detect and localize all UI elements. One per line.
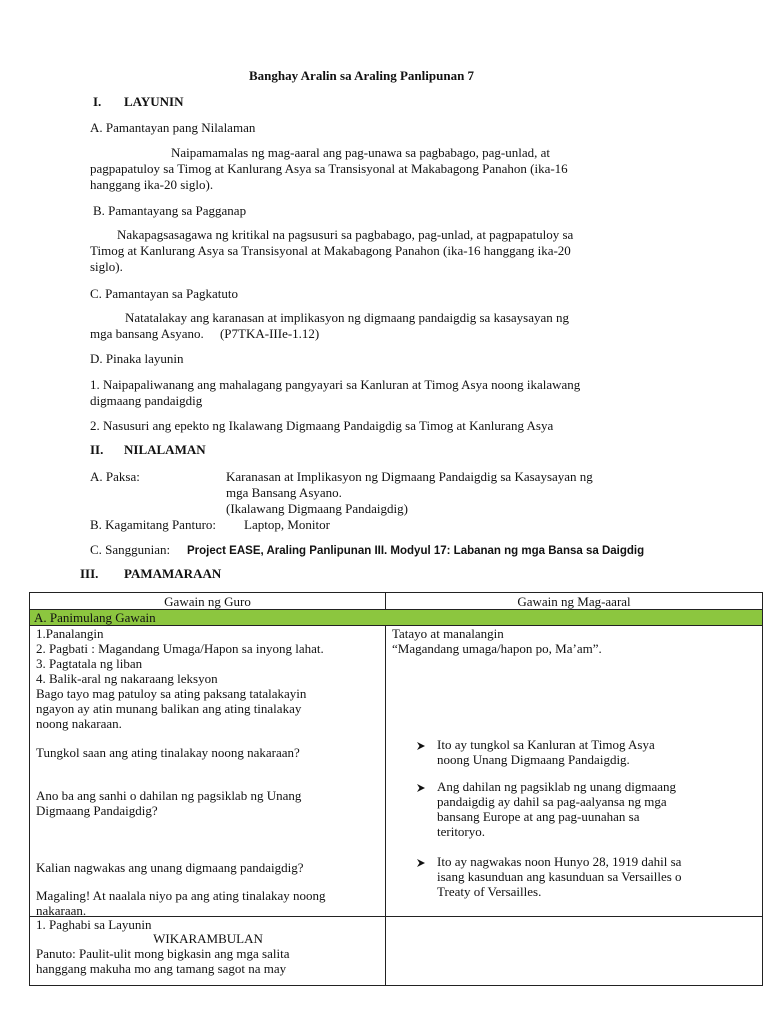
teacher-line: noong nakaraan. — [36, 716, 122, 731]
arrow-bullet-icon — [416, 739, 426, 754]
teacher-closing-line-2: nakaraan. — [36, 903, 87, 918]
learning-competency-label: C. Pamantayan sa Pagkatuto — [90, 286, 239, 301]
student-answer-2-line-1: Ang dahilan ng pagsiklab ng unang digmaang — [437, 779, 677, 794]
table-row — [30, 626, 763, 917]
section-a-label: A. Panimulang Gawain — [30, 610, 763, 626]
teacher-activity-cell — [30, 626, 386, 917]
performance-standard-line-3: siglo). — [90, 259, 123, 274]
teacher-question-2-line-1: Ano ba ang sanhi o dahilan ng pagsiklab ng Unang — [36, 788, 302, 803]
student-answer-3-line-1: Ito ay nagwakas noon Hunyo 28, 1919 dahil sa — [437, 854, 682, 869]
student-answer-2-line-4: teritoryo. — [437, 824, 486, 839]
content-standard-line-2: pagpapatuloy sa Timog at Kanlurang Asya sa Transisyonal at Makabagong Panahon (ika-16 — [90, 161, 568, 176]
materials-label: B. Kagamitang Panturo: — [90, 517, 217, 532]
student-answer-3-line-2: isang kasunduan ang kasunduan sa Versailles o — [437, 869, 682, 884]
teacher-activity-cell — [30, 917, 386, 986]
teacher-column-header: Gawain ng Guro — [30, 593, 386, 610]
section-2-heading: NILALAMAN — [124, 442, 206, 457]
materials-value: Laptop, Monitor — [244, 517, 330, 532]
procedure-table — [29, 592, 763, 986]
student-answer-3-line-3: Treaty of Versailles. — [437, 884, 542, 899]
section-1-heading: LAYUNIN — [124, 94, 184, 109]
objective-1-line-2: digmaang pandaigdig — [90, 393, 203, 408]
student-line: Tatayo at manalangin — [392, 626, 504, 641]
objective-1-line-1: 1. Naipapaliwanang ang mahalagang pangyayari sa Kanluran at Timog Asya noong ikalawang — [90, 377, 581, 392]
student-answer-2-line-2: pandaigdig ay dahil sa pag-aalyansa ng mga — [437, 794, 667, 809]
reference-label: C. Sanggunian: — [90, 542, 171, 557]
student-column-header: Gawain ng Mag-aaral — [386, 593, 763, 610]
activity-heading: WIKARAMBULAN — [153, 931, 263, 946]
student-activity-cell — [386, 626, 763, 917]
page-title: Banghay Aralin sa Araling Panlipunan 7 — [249, 68, 475, 83]
teacher-question-3: Kalian nagwakas ang unang digmaang pandaigdig? — [36, 860, 304, 875]
teacher-line: ngayon ay atin munang balikan ang ating tinalakay — [36, 701, 302, 716]
student-answer-1-line-1: Ito ay tungkol sa Kanluran at Timog Asya — [437, 737, 655, 752]
arrow-bullet-icon — [416, 856, 426, 871]
section-3-heading: PAMAMARAAN — [124, 566, 222, 581]
content-standard-label: A. Pamantayan pang Nilalaman — [90, 120, 256, 135]
teacher-line: 3. Pagtatala ng liban — [36, 656, 143, 671]
arrow-bullet-icon — [416, 781, 426, 796]
student-activity-cell — [386, 917, 763, 986]
performance-standard-line-2: Timog at Kanlurang Asya sa Transisyonal at Makabagong Panahon (ika-16 hanggang ika-20 — [90, 243, 571, 258]
table-row — [30, 917, 763, 986]
topic-label: A. Paksa: — [90, 469, 140, 484]
teacher-question-2-line-2: Digmaang Pandaigdig? — [36, 803, 158, 818]
student-answer-1-line-2: noong Unang Digmaang Pandaigdig. — [437, 752, 630, 767]
section-3-number: III. — [80, 566, 99, 581]
student-line: “Magandang umaga/hapon po, Ma’am”. — [392, 641, 602, 656]
performance-standard-line-1: Nakapagsasagawa ng kritikal na pagsusuri sa pagbabago, pag-unlad, at pagpapatuloy sa — [117, 227, 574, 242]
reference-value: Project EASE, Araling Panlipunan III. Modyul 17: Labanan ng mga Bansa sa Daigdig — [187, 545, 645, 557]
topic-line-2: mga Bansang Asyano. — [226, 485, 342, 500]
instruction-line-1: Panuto: Paulit-ulit mong bigkasin ang mga salita — [36, 946, 290, 961]
teacher-line: 1.Panalangin — [36, 626, 104, 641]
learning-competency-line-1: Natatalakay ang karanasan at implikasyon ng digmaang pandaigdig sa kasaysayan ng — [125, 310, 570, 325]
topic-line-1: Karanasan at Implikasyon ng Digmaang Pandaigdig sa Kasaysayan ng — [226, 469, 593, 484]
teacher-closing-line-1: Magaling! At naalala niyo pa ang ating tinalakay noong — [36, 888, 326, 903]
teacher-question-1: Tungkol saan ang ating tinalakay noong nakaraan? — [36, 745, 300, 760]
content-standard-line-1: Naipamamalas ng mag-aaral ang pag-unawa sa pagbabago, pag-unlad, at — [171, 145, 551, 160]
performance-standard-label: B. Pamantayang sa Pagganap — [93, 203, 247, 218]
learning-competency-line-2: mga bansang Asyano. (P7TKA-IIIe-1.12) — [90, 326, 320, 341]
content-standard-line-3: hanggang ika-20 siglo). — [90, 177, 214, 192]
section-row — [30, 610, 763, 626]
objectives-label: D. Pinaka layunin — [90, 351, 184, 366]
teacher-line: Bago tayo mag patuloy sa ating paksang tatalakayin — [36, 686, 307, 701]
section-1-number: I. — [93, 94, 102, 109]
objective-2: 2. Nasusuri ang epekto ng Ikalawang Digmaang Pandaigdig sa Timog at Kanlurang Asya — [90, 418, 554, 433]
section-2-number: II. — [90, 442, 104, 457]
table-header-row — [30, 593, 763, 610]
topic-line-3: (Ikalawang Digmaang Pandaigdig) — [226, 501, 408, 516]
student-answer-2-line-3: bansang Europe at ang pag-uunahan sa — [437, 809, 640, 824]
teacher-line: 4. Balik-aral ng nakaraang leksyon — [36, 671, 218, 686]
motivation-label: 1. Paghabi sa Layunin — [36, 917, 152, 932]
instruction-line-2: hanggang makuha mo ang tamang sagot na may — [36, 961, 287, 976]
teacher-line: 2. Pagbati : Magandang Umaga/Hapon sa inyong lahat. — [36, 641, 324, 656]
